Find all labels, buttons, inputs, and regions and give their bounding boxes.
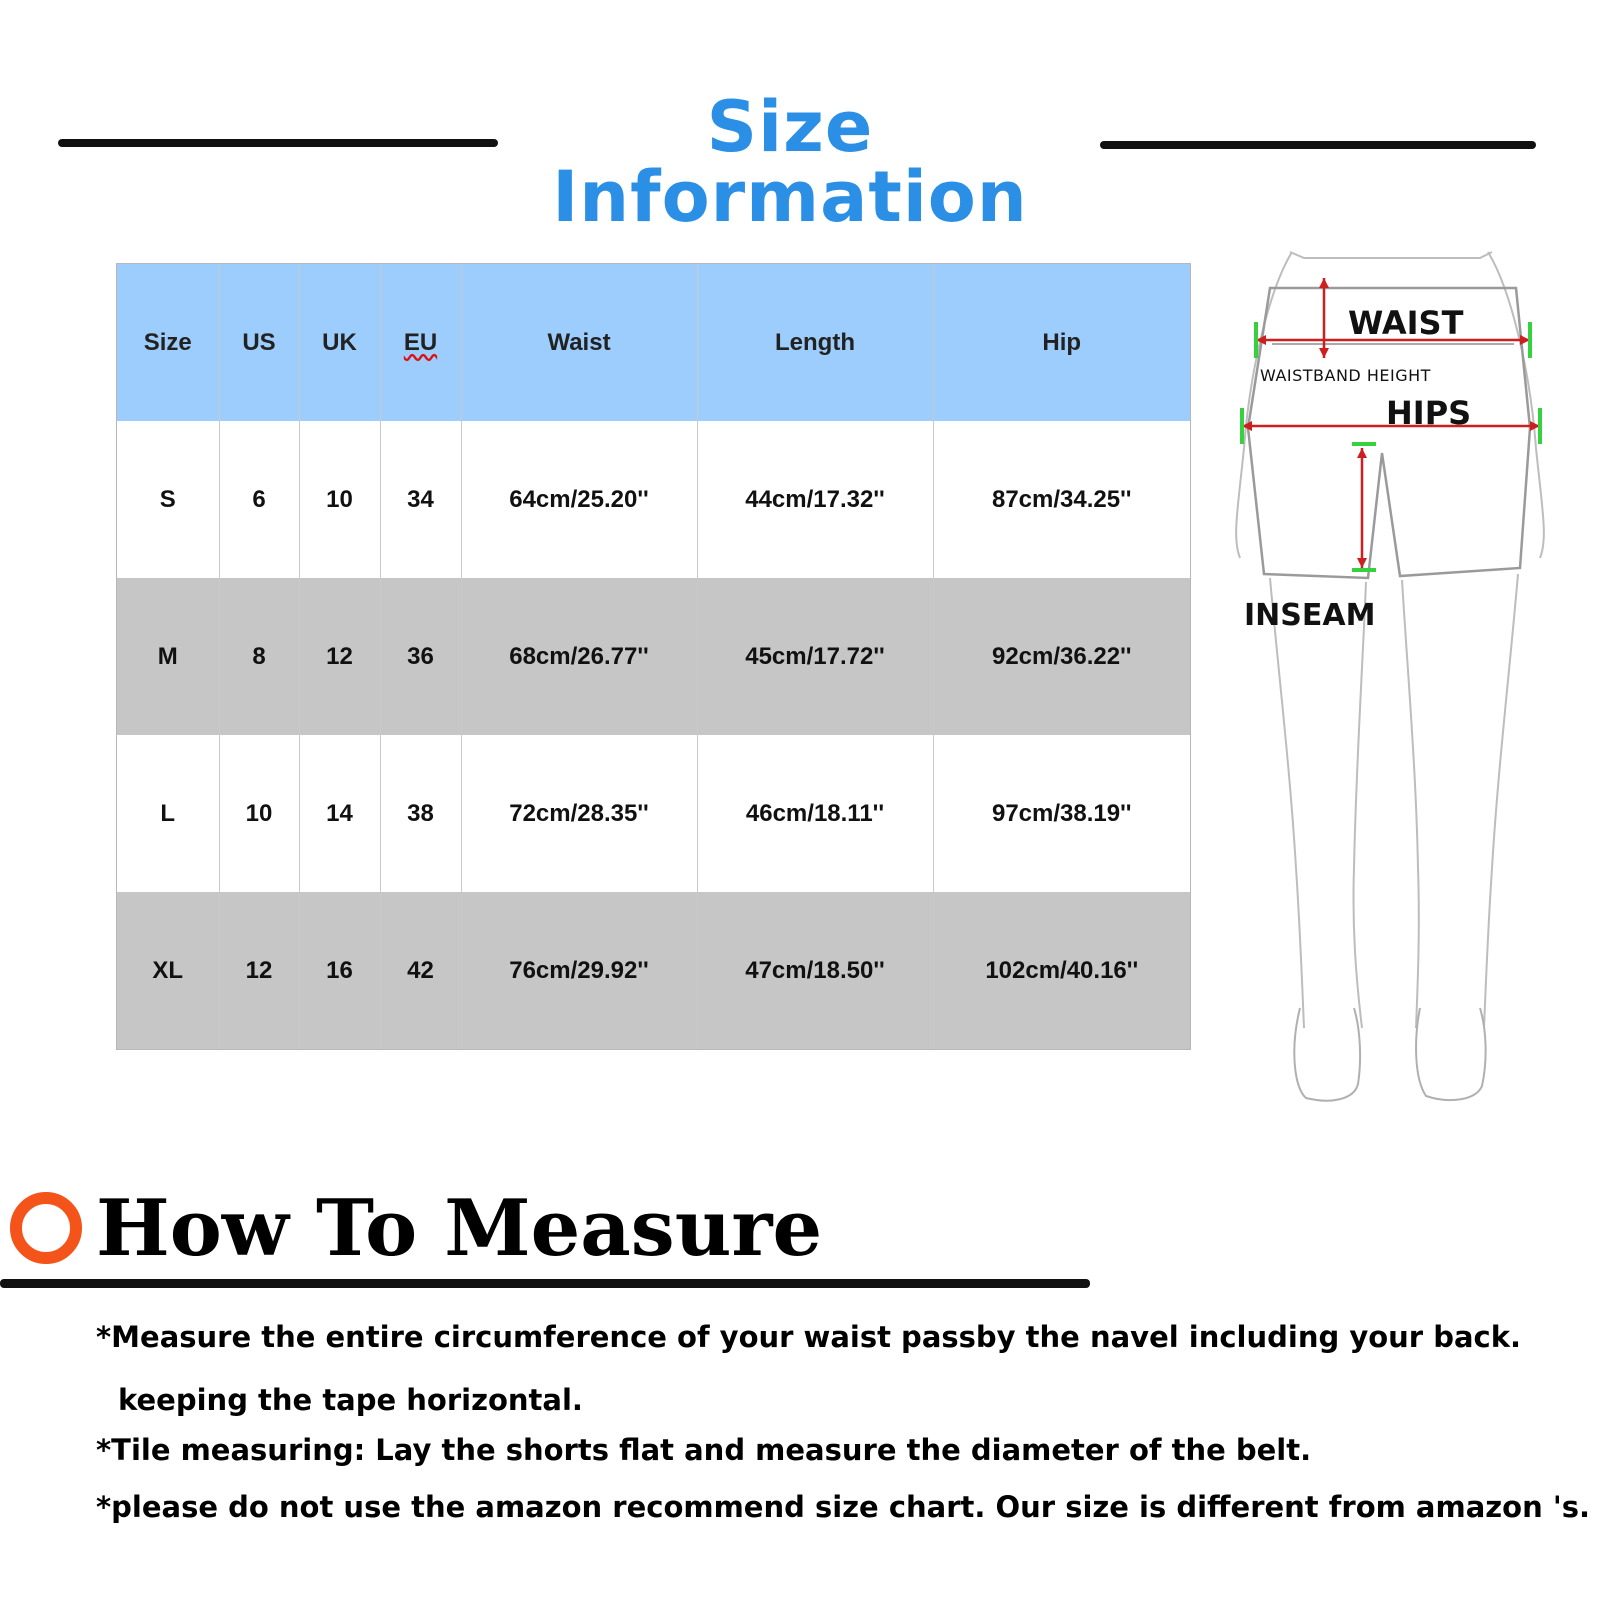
cell-size: S [117, 421, 219, 578]
column-header-length: Length [697, 264, 933, 421]
column-header-size: Size [117, 264, 219, 421]
cell-length: 46cm/18.11'' [697, 735, 933, 892]
cell-waist: 64cm/25.20'' [461, 421, 697, 578]
cell-us: 8 [219, 578, 299, 735]
title-rule-left [58, 139, 498, 147]
measurement-figure [1230, 248, 1570, 1128]
cell-length: 45cm/17.72'' [697, 578, 933, 735]
cell-eu: 34 [380, 421, 461, 578]
column-header-waist: Waist [461, 264, 697, 421]
cell-hip: 92cm/36.22'' [991, 642, 1132, 670]
measure-note-1: *Measure the entire circumference of your waist passby the navel including your back. [96, 1320, 1522, 1354]
table-row [117, 735, 1190, 892]
column-header-uk: UK [299, 264, 380, 421]
cell-eu: 42 [380, 892, 461, 1049]
cell-hip: 102cm/40.16'' [985, 956, 1139, 984]
cell-waist: 72cm/28.35'' [461, 735, 697, 892]
inseam-label: INSEAM [1244, 598, 1376, 633]
column-header-us: US [219, 264, 299, 421]
cell-length: 44cm/17.32'' [697, 421, 933, 578]
measure-note-3: *please do not use the amazon recommend size chart. Our size is different from amazon 's. [96, 1490, 1590, 1524]
cell-hip: 97cm/38.19'' [991, 799, 1132, 827]
cell-us: 12 [219, 892, 299, 1049]
cell-waist: 76cm/29.92'' [461, 892, 697, 1049]
table-row [117, 578, 1190, 735]
table-row [117, 892, 1190, 1049]
waistband-height-label: WAISTBAND HEIGHT [1260, 366, 1431, 385]
cell-size: L [117, 735, 219, 892]
measure-rule [0, 1279, 1090, 1288]
how-to-measure-title: How To Measure [96, 1183, 823, 1274]
size-table [117, 264, 1190, 1049]
cell-uk: 12 [299, 578, 380, 735]
cell-size: M [117, 578, 219, 735]
page-title: Size Information [552, 86, 1028, 238]
cell-uk: 10 [299, 421, 380, 578]
cell-size: XL [117, 892, 219, 1049]
title-rule-right [1100, 141, 1536, 149]
cell-us: 10 [219, 735, 299, 892]
column-header-eu [380, 264, 461, 421]
cell-us: 6 [219, 421, 299, 578]
cell-hip: 87cm/34.25'' [991, 485, 1132, 513]
waist-label: WAIST [1348, 304, 1464, 342]
column-header-hip: Hip [1042, 328, 1082, 356]
hips-label: HIPS [1386, 394, 1472, 432]
cell-waist: 68cm/26.77'' [461, 578, 697, 735]
measure-note-2: *Tile measuring: Lay the shorts flat and measure the diameter of the belt. [96, 1433, 1312, 1467]
cell-eu: 38 [380, 735, 461, 892]
cell-length: 47cm/18.50'' [697, 892, 933, 1049]
column-header-eu-label: EU [403, 328, 438, 356]
table-row [117, 421, 1190, 578]
table-header-row [117, 264, 1190, 421]
measure-note-1-continued: keeping the tape horizontal. [118, 1383, 583, 1417]
cell-uk: 16 [299, 892, 380, 1049]
cell-eu: 36 [380, 578, 461, 735]
cell-uk: 14 [299, 735, 380, 892]
bullet-circle-icon [10, 1192, 82, 1264]
